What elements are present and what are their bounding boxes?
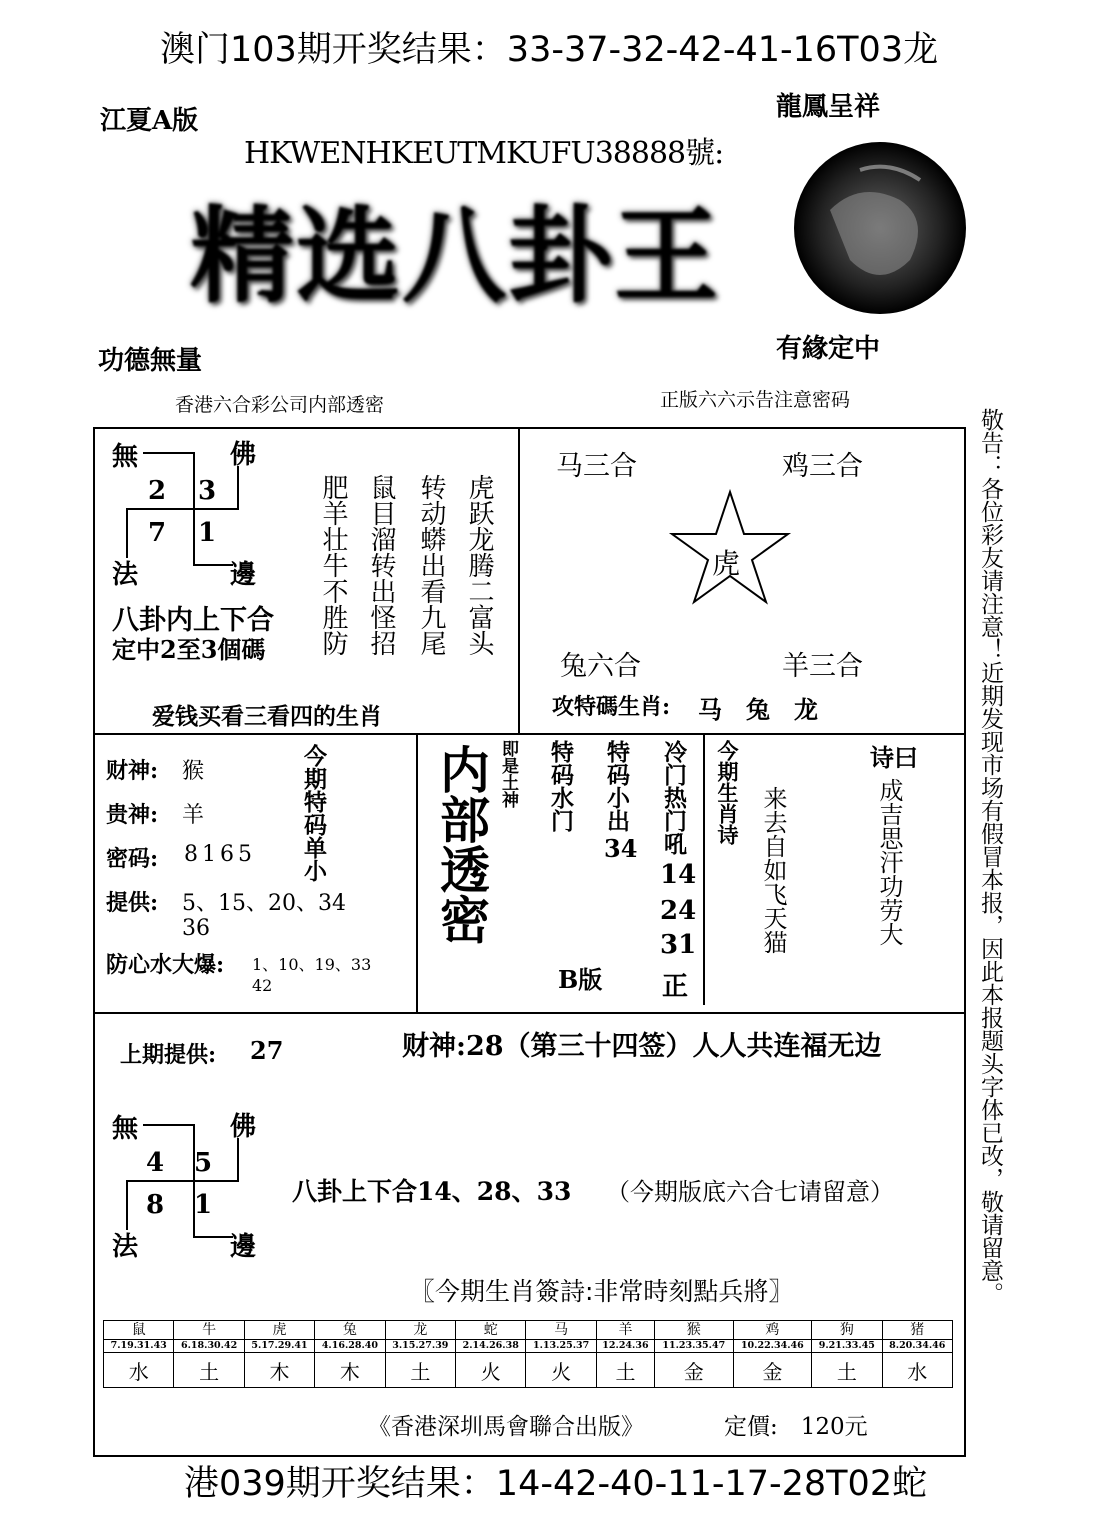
bottom-result: 港039期开奖结果：14-42-40-11-17-28T02蛇 (184, 1464, 928, 1504)
bagua2-line: 八卦上下合14、28、33 (292, 1177, 572, 1206)
divider (93, 1012, 966, 1014)
bagua-num: 1 (198, 518, 217, 548)
poem2-title-column: 今期生肖诗 (715, 740, 740, 845)
star-br-label: 羊三合 (782, 651, 863, 682)
inner-col: 特码水门 (547, 740, 574, 832)
zodiac-numbers: 11.23.35.47 (655, 1340, 734, 1353)
zodiac-element: 金 (655, 1353, 734, 1388)
zodiac-name: 兔 (315, 1321, 385, 1340)
special-code-vertical: 今期特码单小 (300, 744, 327, 882)
poem2-column-b: 成吉思汗功劳大 (875, 778, 903, 946)
zodiac-element: 土 (174, 1353, 244, 1388)
star-center: 虎 (712, 547, 741, 580)
zodiac-element: 水 (104, 1353, 174, 1388)
masthead-code: HKWENHKEUTMKUFU38888號: (244, 136, 724, 171)
divider (93, 733, 966, 735)
last-period-label: 上期提供: (120, 1042, 217, 1068)
bagua-br: 邊 (230, 560, 257, 590)
zodiac-name: 鸡 (733, 1321, 812, 1340)
bagua-diagram-1 (110, 436, 290, 590)
poem2-title: 诗曰 (870, 743, 918, 772)
zodiac-numbers: 3.15.27.39 (385, 1340, 455, 1353)
zodiac-numbers: 10.22.34.46 (733, 1340, 812, 1353)
inner-col: 即是土神 (498, 740, 518, 808)
right-bottom-slogan: 有緣定中 (776, 334, 881, 364)
bagua-num: 1 (194, 1190, 213, 1220)
inner-col-number: 31 (660, 930, 697, 960)
zodiac-name: 牛 (174, 1321, 244, 1340)
star-tl-label: 马三合 (556, 451, 637, 482)
bagua-tl: 無 (112, 442, 139, 472)
zodiac-element: 木 (315, 1353, 385, 1388)
bagua-diagram-2 (110, 1108, 290, 1262)
zodiac-name: 羊 (596, 1321, 654, 1340)
zodiac-name-row (104, 1321, 953, 1340)
zodiac-name: 鼠 (104, 1321, 174, 1340)
poem-column: 虎跃龙腾二富头 (464, 474, 494, 656)
mima-value: 8165 (184, 842, 256, 867)
left-slogan: 功德無量 (98, 346, 203, 376)
poem-column: 鼠目溜转出怪招 (366, 474, 396, 656)
guishen-label: 贵神: (106, 802, 159, 828)
zodiac-table (103, 1320, 953, 1388)
inner-col-number: 34 (604, 834, 638, 863)
zodiac-element: 火 (456, 1353, 526, 1388)
inner-col-number: 正 (662, 972, 689, 1002)
price: 定價: 120元 (724, 1414, 868, 1440)
bagua-text-line2: 定中2至3個碼 (112, 635, 266, 664)
edition-label: 江夏A版 (100, 106, 199, 136)
zodiac-numbers: 5.17.29.41 (244, 1340, 314, 1353)
zodiac-numbers: 12.24.36 (596, 1340, 654, 1353)
last-period-value: 27 (250, 1036, 284, 1065)
caishen-label: 财神: (106, 758, 159, 784)
inner-title: 内部透密 (432, 744, 491, 944)
bagua-bottom-text: 爱钱买看三看四的生肖 (152, 703, 382, 730)
guishen-value: 羊 (182, 803, 205, 828)
caishen-line: 财神:28（第三十四签）人人共连福无边 (402, 1031, 882, 1062)
masthead-globe-emblem (790, 140, 970, 316)
bagua-bl: 法 (112, 1232, 139, 1262)
zodiac-name: 龙 (385, 1321, 455, 1340)
inner-edition: B版 (558, 965, 603, 994)
zodiac-element: 金 (733, 1353, 812, 1388)
bagua-tr: 佛 (230, 1112, 257, 1142)
bagua-num: 8 (146, 1190, 165, 1220)
zodiac-numbers: 9.21.33.45 (812, 1340, 882, 1353)
bagua-num: 2 (148, 476, 167, 506)
zodiac-element: 土 (812, 1353, 882, 1388)
zodiac-name: 猴 (655, 1321, 734, 1340)
zodiac-name: 虎 (244, 1321, 314, 1340)
left-subtitle: 香港六合彩公司内部透密 (175, 394, 385, 416)
bagua-num: 7 (148, 518, 167, 548)
zodiac-name: 马 (526, 1321, 596, 1340)
right-subtitle: 正版六六示告注意密码 (660, 389, 851, 411)
bagua-num: 4 (146, 1148, 165, 1178)
divider (518, 427, 520, 734)
attack-values: 马 兔 龙 (698, 695, 818, 724)
zodiac-numbers-row (104, 1340, 953, 1353)
zodiac-element-row (104, 1353, 953, 1388)
publisher: 《香港深圳馬會聯合出版》 (368, 1414, 644, 1440)
zodiac-name: 狗 (812, 1321, 882, 1340)
right-top-slogan: 龍鳳呈祥 (776, 92, 881, 122)
zodiac-numbers: 7.19.31.43 (104, 1340, 174, 1353)
inner-col-number: 14 (660, 860, 697, 890)
poem-column: 转动蟒出看九尾 (416, 474, 446, 656)
tigong-value: 36 (182, 916, 210, 941)
attack-label: 攻特碼生肖: (552, 694, 671, 720)
star-bl-label: 兔六合 (560, 651, 641, 682)
lower-poem: 〖今期生肖簽詩:非常時刻點兵將〗 (410, 1277, 794, 1306)
zodiac-numbers: 6.18.30.42 (174, 1340, 244, 1353)
tigong-label: 提供: (106, 890, 159, 916)
poem-column: 肥羊壮牛不胜防 (318, 474, 348, 656)
masthead-logo: 精选八卦王 (190, 194, 721, 317)
top-result: 澳门103期开奖结果：33-37-32-42-41-16T03龙 (160, 30, 939, 70)
fangxin-value: 42 (252, 976, 273, 995)
zodiac-element: 木 (244, 1353, 314, 1388)
fangxin-value: 1、10、19、33 (252, 955, 372, 974)
bagua-tr: 佛 (230, 440, 257, 470)
star-tr-label: 鸡三合 (782, 451, 863, 482)
bagua2-note: （今期版底六合七请留意） (606, 1178, 894, 1206)
zodiac-element: 土 (385, 1353, 455, 1388)
zodiac-numbers: 1.13.25.37 (526, 1340, 596, 1353)
divider (703, 733, 705, 1005)
caishen-value: 猴 (182, 759, 205, 784)
zodiac-name: 猪 (882, 1321, 952, 1340)
bagua-br: 邊 (230, 1232, 257, 1262)
tigong-value: 5、15、20、34 (182, 891, 346, 916)
zodiac-numbers: 8.20.34.46 (882, 1340, 952, 1353)
inner-col: 冷门热门吼 (660, 740, 687, 855)
zodiac-numbers: 2.14.26.38 (456, 1340, 526, 1353)
zodiac-name: 蛇 (456, 1321, 526, 1340)
divider (416, 733, 418, 1013)
inner-col-number: 24 (660, 896, 697, 926)
notice-column: 敬告：各位彩友请注意！近期发现市场有假冒本报，因此本报题头字体已改，敬请留意。 (977, 408, 1003, 1305)
mima-label: 密码: (106, 846, 159, 872)
zodiac-element: 土 (596, 1353, 654, 1388)
zodiac-element: 水 (882, 1353, 952, 1388)
zodiac-element: 火 (526, 1353, 596, 1388)
poem2-column-a: 来去自如飞天猫 (759, 786, 787, 954)
inner-col: 特码小出 (603, 740, 630, 832)
zodiac-numbers: 4.16.28.40 (315, 1340, 385, 1353)
fangxin-label: 防心水大爆: (106, 952, 225, 978)
bagua-bl: 法 (112, 560, 139, 590)
bagua-tl: 無 (112, 1114, 139, 1144)
bagua-text-line1: 八卦内上下合 (112, 605, 274, 636)
bagua-num: 3 (198, 476, 217, 506)
bagua-num: 5 (194, 1148, 213, 1178)
